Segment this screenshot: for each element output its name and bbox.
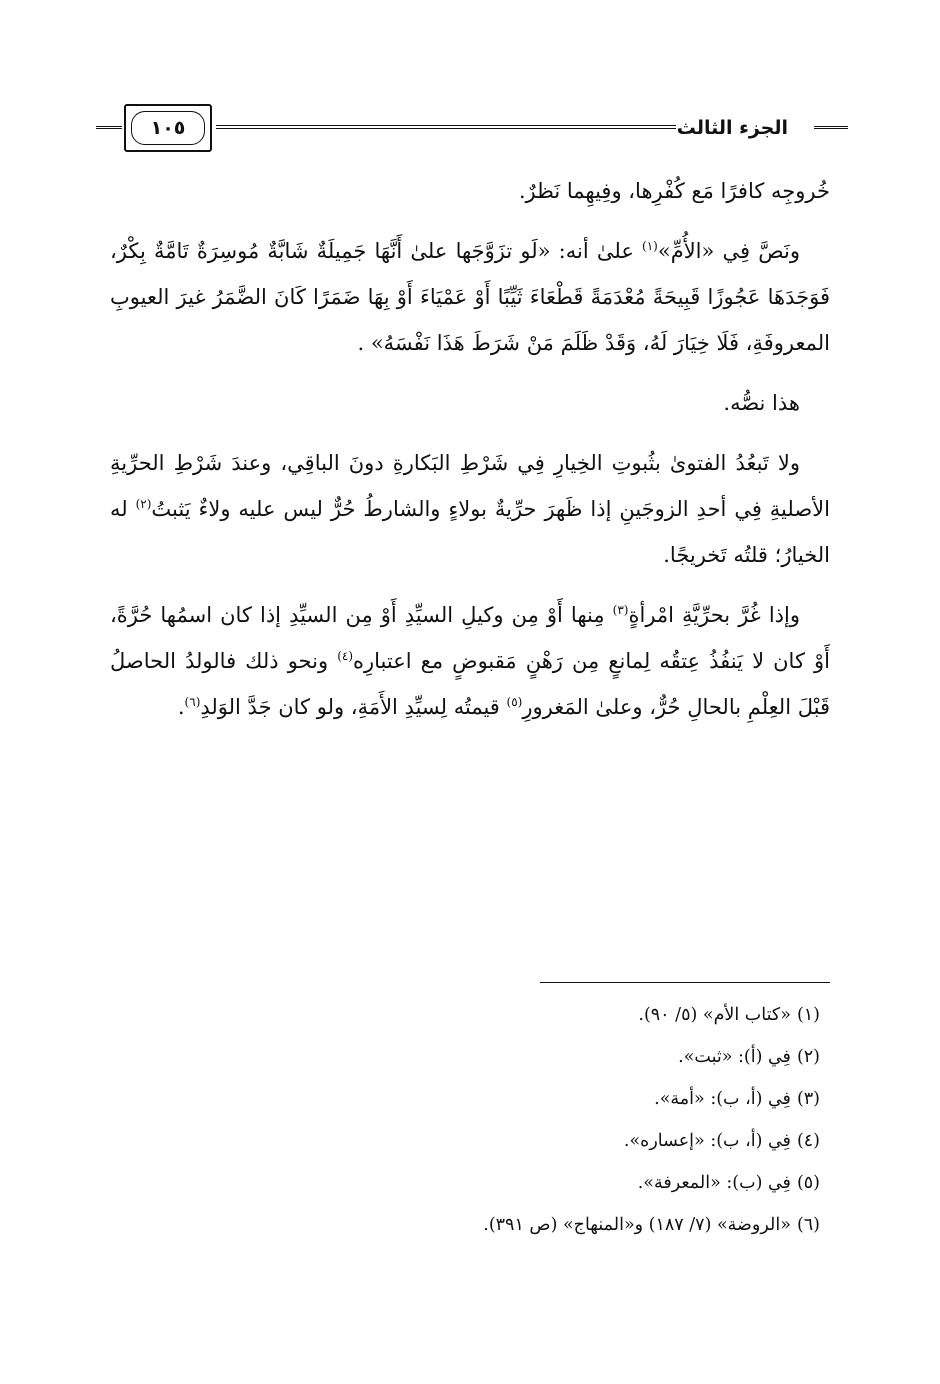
footnote-reference: (٦) [184,695,201,709]
footnote-text: فِي (أ، ب): «أمة». [654,1089,791,1109]
paragraph-text: . [177,695,185,719]
paragraph-text: خُروجِه كافرًا مَع كُفْرِها، وفِيهِما نَظرٌ. [518,179,830,203]
paragraph-text: علىٰ أنه: «لَو تزَوَّجَها علىٰ أَنَّهَا جَمِيلَةٌ شَابَّةٌ مُوسِرَةٌ تَامَّةٌ بِكْرٌ، فَوَجَدَهَا عَجُوزًا قَبِيحَةً مُعْدَمَةً قَطْعَاءَ ثَيِّبًا أَوْ عَمْيَاءَ أَوْ بِهَا ضَمَرًا كَانَ الضَّمَرُ غيرَ العيوبِ المعروفَةِ، فَلَا خِيَارَ لَهُ، وَقَدْ ظَلَمَ مَنْ شَرَطَ هَذَا نَفْسَهُ» . [110,239,830,355]
footnote [120,1078,820,1120]
footnote-reference: (٤) [337,649,354,663]
footnote-reference: (٢) [135,497,152,511]
paragraph [110,440,830,578]
paragraph [110,592,830,730]
header-rule-left [96,126,122,129]
header-rule-right [814,126,848,129]
paragraph [110,380,830,426]
page-number-frame [124,104,212,152]
page-number: ١٠٥ [131,111,205,145]
footnote-text: «الروضة» (٧/ ١٨٧) و«المنهاج» (ص ٣٩١). [483,1215,791,1235]
paragraph-text: ولا تَبعُدُ الفتوىٰ بثُبوتِ الخِيارِ فِي شَرْطِ البَكارةِ دونَ الباقِي، وعندَ شَرْطِ الحرِّيةِ الأصليةِ فِي أحدِ الزوجَينِ إذا ظَهرَ حرِّيةٌ بولاءٍ والشارطُ حُرٌّ ليس عليه ولاءٌ يَثبتُ [110,451,830,521]
paragraph-text: مِنها أَوْ مِن وكيلِ السيِّدِ أَوْ مِن السيِّدِ إذا كان اسمُها حُرَّةً، أَوْ كان لا يَنفُذُ عِتقُه لِمانعٍ مِن رَهْنٍ مَقبوضٍ مع اعتبارِه [110,603,830,673]
paragraph-text: قيمتُه لِسيِّدِ الأَمَةِ، ولو كان جَدَّ الوَلدِ [200,695,507,719]
footnote-number: (٣) [796,1089,820,1109]
paragraph-text: وإذا غُرَّ بحرِّيَّةِ امْرأةٍ [628,603,800,627]
footnote-number: (٢) [796,1047,820,1067]
footnotes [120,994,820,1246]
paragraph [110,228,830,366]
footnote [120,1162,820,1204]
footnote-text: فِي (ب): «المعرفة». [637,1173,791,1193]
footnote-text: فِي (أ): «ثبت». [678,1047,791,1067]
running-title: الجزء الثالث [676,117,788,139]
footnote [120,1204,820,1246]
paragraph-text: ونَصَّ فِي «الأُمِّ» [657,239,800,263]
footnote-reference: (٥) [506,695,523,709]
main-text [110,168,830,744]
paragraph-text: ونحو ذلك فالولدُ الحاصلُ قَبْلَ العِلْمِ بالحالِ حُرٌّ، وعلىٰ المَغرورِ [110,649,830,719]
footnote-text: فِي (أ، ب): «إعساره». [623,1131,791,1151]
paragraph-text: له الخيارُ؛ قلتُه تَخريجًا. [110,497,830,567]
page-header [96,104,848,160]
footnote-number: (٤) [796,1131,820,1151]
paragraph-text: هذا نصُّه. [723,391,800,415]
header-rule [216,125,676,132]
footnote-reference: (١) [642,239,658,253]
footnote-number: (٦) [796,1215,820,1235]
paragraph [110,168,830,214]
footnote [120,1120,820,1162]
footnote-number: (٥) [796,1173,820,1193]
footnote [120,994,820,1036]
footnote-reference: (٣) [612,603,629,617]
footnote-separator [540,982,830,983]
footnote-text: «كتاب الأم» (٥/ ٩٠). [638,1005,791,1025]
footnote [120,1036,820,1078]
footnote-number: (١) [796,1005,820,1025]
